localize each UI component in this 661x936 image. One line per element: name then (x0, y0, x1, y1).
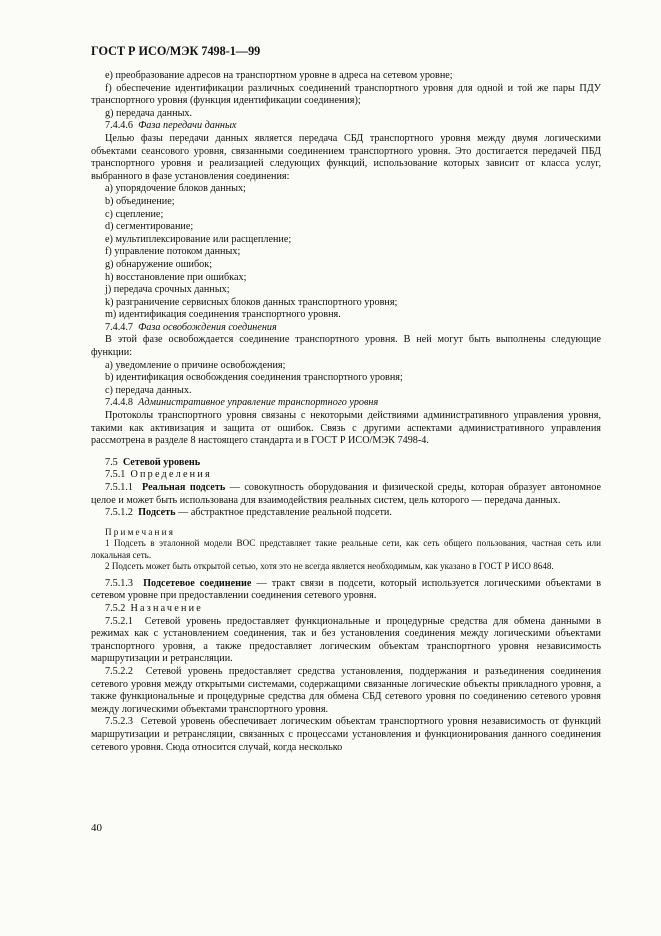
section-title: Фаза освобождения соединения (138, 321, 277, 333)
list-item: b) объединение; (105, 195, 175, 207)
list-item: k) разграничение сервисных блоков данных транспортного уровня; (105, 296, 398, 308)
list-item: d) сегментирование; (105, 221, 194, 233)
section-number: 7.4.4.7 (105, 321, 134, 333)
section-number: 7.5.1.2 (105, 507, 134, 519)
list-item: m) идентификация соединения транспортного уровня. (105, 309, 341, 321)
section-heading-7446 (91, 120, 601, 133)
list-item: a) уведомление о причине освобождения; (105, 359, 286, 371)
section-number: 7.5.1.1 (105, 482, 134, 493)
page-number: 40 (91, 822, 102, 834)
section-title: Назначение (130, 602, 204, 614)
paragraph-text: Сетевой уровень предоставляет функциональные и процедурные средства для обмена данными в режимах как с установлением соединения, так и без установления соединения между логическими объектами транспортного уровня, а также предоставляет логическим объектам транспортного уровня независимость маршрутизации и ретрансляции. (91, 615, 601, 665)
section-heading-751 (91, 469, 601, 482)
note-item: 2 Подсеть может быть открытой сетью, хотя это не всегда является необходимым, как указано в ГОСТ Р ИСО 8648. (105, 561, 554, 572)
list-item: c) передача данных. (105, 384, 192, 396)
section-heading-75 (91, 457, 601, 470)
document-header: ГОСТ Р ИСО/МЭК 7498-1—99 (91, 44, 261, 58)
section-title: Определения (130, 469, 212, 481)
section-number: 7.5.2.1 (105, 615, 134, 627)
definition-text: — тракт связи в подсети, который используется логическими объектами в сетевом уровне при предоставлении соединения сетевого уровня. (91, 577, 602, 602)
document-page (91, 44, 601, 754)
paragraph: Целью фазы передачи данных является передача СБД транспортного уровня между двумя логическими объектами сеансового уровня, связанными соединением транспортного уровня. Это достигается передачей ПБД транспортного уровня и реализацией следующих функций, использование которых зависит от класса услуг, выбранного в фазе установления соединения: (91, 132, 601, 182)
spacer (91, 448, 601, 457)
list-item: a) упорядочение блоков данных; (105, 183, 246, 195)
definition-term: Подсеть (138, 507, 176, 519)
function-list-7446 (91, 183, 601, 322)
list-item: h) восстановление при ошибках; (105, 271, 247, 283)
section-number: 7.4.4.8 (105, 397, 134, 409)
paragraph-text: Сетевой уровень обеспечивает логическим объектам транспортного уровня независимость от функций маршрутизации и ретрансляции, связанных с процессами установления и функционирования данного соединения сетевого уровня. Сюда относится случай, когда несколько (91, 716, 602, 753)
list-item: e) мультиплексирование или расщепление; (105, 233, 292, 245)
section-number: 7.4.4.6 (105, 120, 134, 132)
section-title: Административное управление транспортного уровня (138, 397, 379, 409)
definition-7511 (91, 482, 601, 507)
section-heading-752 (91, 603, 601, 616)
section-number: 7.5.1 (105, 469, 126, 481)
paragraph: В этой фазе освобождается соединение транспортного уровня. В ней могут быть выполнены следующие функции: (91, 334, 601, 359)
list-item: b) идентификация освобождения соединения транспортного уровня; (105, 372, 403, 384)
list-item: g) передача данных. (105, 107, 193, 119)
section-number: 7.5.1.3 (105, 577, 134, 589)
paragraph-7521 (91, 616, 601, 666)
paragraph: Протоколы транспортного уровня связаны с некоторыми действиями административного управления уровня, такими как активизация и защита от ошибок. Связь с другими аспектами административного управления рассмотрена в разделе 8 настоящего стандарта и в ГОСТ Р ИСО/МЭК 7498-4. (91, 410, 601, 447)
list-item: c) сцепление; (105, 208, 164, 220)
list-item: f) обеспечение идентификации различных соединений транспортного уровня для одной и той же пары ПДУ транспортного уровня (функция идентификации соединения); (91, 82, 601, 107)
paragraph-7523 (91, 716, 601, 754)
section-number: 7.5.2 (105, 602, 126, 614)
definition-term: Подсетевое соединение (143, 577, 252, 589)
definition-text: — совокупность оборудования и физической среды, которая образует автономное целое и может быть использована для взаимодействия реальных систем, цель которого — передача данных. (91, 482, 601, 506)
section-heading-7448 (91, 397, 601, 410)
list-item: j) передача срочных данных; (105, 284, 230, 296)
section-number: 7.5.2.3 (105, 716, 134, 728)
definition-7512 (91, 507, 601, 520)
definition-7513 (91, 578, 601, 603)
note-item: 1 Подсеть в эталонной модели ВОС представляет такие реальные сети, как сеть общего пользования, частная сеть или локальная сеть. (91, 538, 601, 560)
list-block-1 (91, 70, 601, 120)
section-title: Фаза передачи данных (138, 120, 237, 132)
section-title: Сетевой уровень (122, 456, 201, 468)
function-list-7447 (91, 360, 601, 398)
spacer (91, 520, 601, 527)
list-item: e) преобразование адресов на транспортном уровне в адреса на сетевом уровне; (105, 70, 453, 81)
paragraph-7522 (91, 666, 601, 716)
list-item: g) обнаружение ошибок; (105, 258, 213, 270)
definition-term: Реальная подсеть (141, 482, 226, 493)
paragraph-text: Сетевой уровень предоставляет средства установления, поддержания и разъединения соединения сетевого уровня между открытыми системами, содержащими связанные логические объекты прикладного уровня, а также функциональные и процедурные средства для обмена СБД сетевого уровня по соединению сетевого уровня между логическими объектами транспортного уровня. (91, 665, 602, 715)
section-number: 7.5 (105, 456, 118, 468)
notes-title: Примечания (105, 526, 176, 537)
section-heading-7447 (91, 322, 601, 335)
section-number: 7.5.2.2 (105, 665, 134, 677)
list-item: f) управление потоком данных; (105, 246, 241, 258)
definition-text: — абстрактное представление реальной подсети. (175, 507, 392, 519)
notes-block (91, 527, 601, 573)
